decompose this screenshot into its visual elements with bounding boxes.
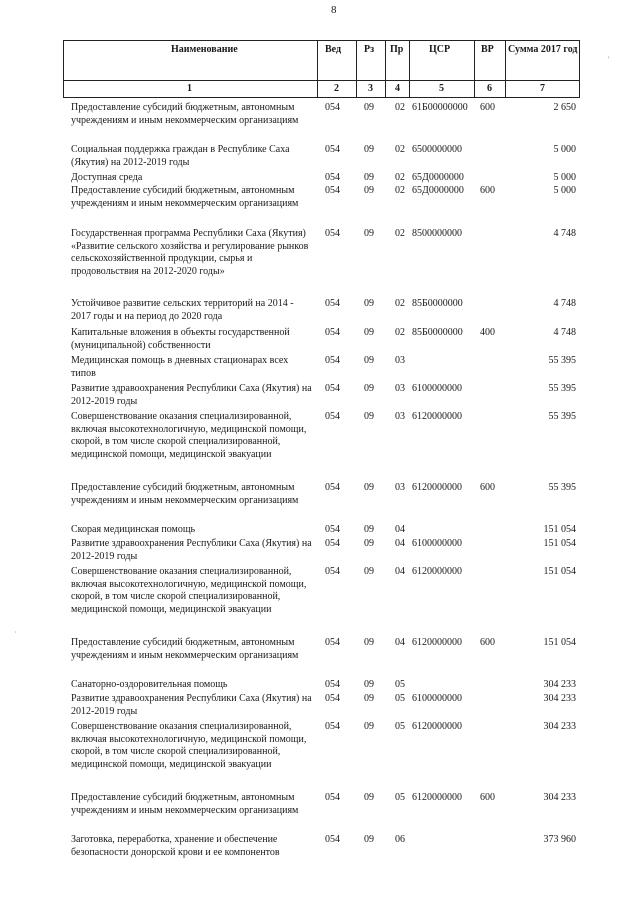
row-vr: 600 xyxy=(480,185,495,196)
row-rz: 09 xyxy=(364,721,374,732)
row-csr: 6100000000 xyxy=(412,693,462,704)
row-pr: 05 xyxy=(395,693,405,704)
header-bottom-rule xyxy=(63,97,580,98)
row-csr: 8500000000 xyxy=(412,228,462,239)
row-rz: 09 xyxy=(364,693,374,704)
row-pr: 02 xyxy=(395,102,405,113)
row-pr: 03 xyxy=(395,355,405,366)
row-pr: 03 xyxy=(395,383,405,394)
row-ved: 054 xyxy=(325,298,340,309)
row-rz: 09 xyxy=(364,172,374,183)
row-sum: 55 395 xyxy=(548,383,576,394)
row-name: Предоставление субсидий бюджетным, автономным учреждениям и иным некоммерческим организациям xyxy=(71,482,299,506)
header-ved: Вед xyxy=(325,44,342,55)
row-rz: 09 xyxy=(364,538,374,549)
row-name: Социальная поддержка граждан в Республике Саха (Якутия) на 2012-2019 годы xyxy=(71,144,290,168)
row-csr: 6120000000 xyxy=(412,566,462,577)
header-sum: Сумма 2017 год xyxy=(508,44,578,55)
row-ved: 054 xyxy=(325,538,340,549)
row-rz: 09 xyxy=(364,185,374,196)
row-sum: 2 650 xyxy=(553,102,576,113)
row-rz: 09 xyxy=(364,411,374,422)
row-csr: 6120000000 xyxy=(412,792,462,803)
row-csr: 6120000000 xyxy=(412,482,462,493)
row-csr: 85Б0000000 xyxy=(412,298,463,309)
row-rz: 09 xyxy=(364,679,374,690)
col-number: 7 xyxy=(540,83,545,94)
header-name: Наименование xyxy=(171,44,238,55)
scan-speck: · xyxy=(14,628,17,637)
row-pr: 06 xyxy=(395,834,405,845)
row-name: Предоставление субсидий бюджетным, автономным учреждениям и иным некоммерческим организациям xyxy=(71,637,299,661)
row-ved: 054 xyxy=(325,482,340,493)
row-ved: 054 xyxy=(325,693,340,704)
row-vr: 600 xyxy=(480,102,495,113)
row-sum: 5 000 xyxy=(553,144,576,155)
row-ved: 054 xyxy=(325,411,340,422)
row-name: Санаторно-оздоровительная помощь xyxy=(71,679,228,690)
col-number: 4 xyxy=(395,83,400,94)
row-rz: 09 xyxy=(364,327,374,338)
row-pr: 02 xyxy=(395,228,405,239)
header-rz: Рз xyxy=(364,44,375,55)
row-name: Предоставление субсидий бюджетным, автономным учреждениям и иным некоммерческим организациям xyxy=(71,185,299,209)
row-rz: 09 xyxy=(364,355,374,366)
row-sum: 55 395 xyxy=(548,411,576,422)
row-name: Устойчивое развитие сельских территорий на 2014 - 2017 годы и на период до 2020 года xyxy=(71,298,294,322)
row-csr: 85Б0000000 xyxy=(412,327,463,338)
row-ved: 054 xyxy=(325,185,340,196)
header-csr: ЦСР xyxy=(429,44,451,55)
row-vr: 400 xyxy=(480,327,495,338)
row-ved: 054 xyxy=(325,721,340,732)
col-number: 6 xyxy=(487,83,492,94)
col-number: 5 xyxy=(439,83,444,94)
row-sum: 5 000 xyxy=(553,185,576,196)
col-divider xyxy=(409,40,410,98)
row-sum: 4 748 xyxy=(553,228,576,239)
row-pr: 02 xyxy=(395,327,405,338)
row-pr: 02 xyxy=(395,172,405,183)
row-sum: 5 000 xyxy=(553,172,576,183)
row-ved: 054 xyxy=(325,172,340,183)
row-name: Совершенствование оказания специализированной, включая высокотехнологичную, медицинской помощи, скорой, в том числе скорой специализированной, медицинской помощи, медицинской эвакуации xyxy=(71,566,307,615)
table-header xyxy=(63,40,580,98)
row-name: Предоставление субсидий бюджетным, автономным учреждениям и иным некоммерческим организациям xyxy=(71,102,299,126)
row-ved: 054 xyxy=(325,524,340,535)
col-number: 1 xyxy=(187,83,192,94)
row-name: Скорая медицинская помощь xyxy=(71,524,196,535)
row-sum: 151 054 xyxy=(543,538,576,549)
row-ved: 054 xyxy=(325,355,340,366)
row-rz: 09 xyxy=(364,383,374,394)
row-ved: 054 xyxy=(325,566,340,577)
row-name: Государственная программа Республики Саха (Якутия) «Развитие сельского хозяйства и регулирование рынков сельскохозяйственной продукции, сырья и продовольствия на 2012-2020 годы» xyxy=(71,228,309,277)
row-name: Капитальные вложения в объекты государственной (муниципальной) собственности xyxy=(71,327,290,351)
row-rz: 09 xyxy=(364,144,374,155)
header-mid-rule xyxy=(63,80,580,81)
row-name: Совершенствование оказания специализированной, включая высокотехнологичную, медицинской помощи, скорой, в том числе скорой специализированной, медицинской помощи, медицинской эвакуации xyxy=(71,411,307,460)
row-pr: 04 xyxy=(395,566,405,577)
row-pr: 04 xyxy=(395,637,405,648)
header-pr: Пр xyxy=(390,44,404,55)
row-sum: 55 395 xyxy=(548,355,576,366)
col-divider xyxy=(63,40,64,98)
row-csr: 61Б00000000 xyxy=(412,102,468,113)
row-name: Развитие здравоохранения Республики Саха (Якутия) на 2012-2019 годы xyxy=(71,693,312,717)
row-ved: 054 xyxy=(325,792,340,803)
row-name: Совершенствование оказания специализированной, включая высокотехнологичную, медицинской помощи, скорой, в том числе скорой специализированной, медицинской помощи, медицинской эвакуации xyxy=(71,721,307,770)
row-pr: 05 xyxy=(395,721,405,732)
row-rz: 09 xyxy=(364,566,374,577)
row-rz: 09 xyxy=(364,102,374,113)
row-sum: 151 054 xyxy=(543,637,576,648)
row-pr: 02 xyxy=(395,144,405,155)
row-name: Развитие здравоохранения Республики Саха (Якутия) на 2012-2019 годы xyxy=(71,383,312,407)
row-pr: 02 xyxy=(395,185,405,196)
col-divider xyxy=(579,40,580,98)
row-pr: 05 xyxy=(395,679,405,690)
row-rz: 09 xyxy=(364,228,374,239)
row-ved: 054 xyxy=(325,144,340,155)
page-number: 8 xyxy=(331,4,337,16)
row-ved: 054 xyxy=(325,102,340,113)
row-rz: 09 xyxy=(364,298,374,309)
header-top-rule xyxy=(63,40,580,41)
row-sum: 304 233 xyxy=(543,679,576,690)
row-sum: 151 054 xyxy=(543,524,576,535)
row-pr: 05 xyxy=(395,792,405,803)
col-divider xyxy=(317,40,318,98)
row-csr: 6120000000 xyxy=(412,721,462,732)
row-csr: 6100000000 xyxy=(412,383,462,394)
row-name: Развитие здравоохранения Республики Саха (Якутия) на 2012-2019 годы xyxy=(71,538,312,562)
row-name: Предоставление субсидий бюджетным, автономным учреждениям и иным некоммерческим организациям xyxy=(71,792,299,816)
row-vr: 600 xyxy=(480,792,495,803)
row-rz: 09 xyxy=(364,524,374,535)
row-csr: 6500000000 xyxy=(412,144,462,155)
row-csr: 65Д0000000 xyxy=(412,185,464,196)
col-divider xyxy=(474,40,475,98)
row-ved: 054 xyxy=(325,637,340,648)
row-pr: 04 xyxy=(395,538,405,549)
row-csr: 6120000000 xyxy=(412,637,462,648)
row-ved: 054 xyxy=(325,327,340,338)
row-rz: 09 xyxy=(364,482,374,493)
row-sum: 4 748 xyxy=(553,327,576,338)
row-sum: 373 960 xyxy=(543,834,576,845)
header-vr: ВР xyxy=(481,44,494,55)
row-ved: 054 xyxy=(325,228,340,239)
col-divider xyxy=(356,40,357,98)
row-sum: 4 748 xyxy=(553,298,576,309)
row-name: Медицинская помощь в дневных стационарах всех типов xyxy=(71,355,289,379)
row-rz: 09 xyxy=(364,834,374,845)
row-csr: 6120000000 xyxy=(412,411,462,422)
col-divider xyxy=(385,40,386,98)
row-pr: 03 xyxy=(395,482,405,493)
col-number: 2 xyxy=(334,83,339,94)
row-csr: 6100000000 xyxy=(412,538,462,549)
row-pr: 02 xyxy=(395,298,405,309)
row-sum: 304 233 xyxy=(543,693,576,704)
scan-speck: ' xyxy=(608,55,610,64)
row-sum: 151 054 xyxy=(543,566,576,577)
row-name: Доступная среда xyxy=(71,172,143,183)
row-sum: 55 395 xyxy=(548,482,576,493)
row-vr: 600 xyxy=(480,637,495,648)
row-ved: 054 xyxy=(325,834,340,845)
row-rz: 09 xyxy=(364,637,374,648)
col-divider xyxy=(505,40,506,98)
col-number: 3 xyxy=(368,83,373,94)
row-name: Заготовка, переработка, хранение и обеспечение безопасности донорской крови и ее компонентов xyxy=(71,834,280,858)
row-ved: 054 xyxy=(325,679,340,690)
row-vr: 600 xyxy=(480,482,495,493)
row-ved: 054 xyxy=(325,383,340,394)
row-csr: 65Д0000000 xyxy=(412,172,464,183)
row-rz: 09 xyxy=(364,792,374,803)
row-sum: 304 233 xyxy=(543,721,576,732)
row-pr: 03 xyxy=(395,411,405,422)
row-sum: 304 233 xyxy=(543,792,576,803)
row-pr: 04 xyxy=(395,524,405,535)
